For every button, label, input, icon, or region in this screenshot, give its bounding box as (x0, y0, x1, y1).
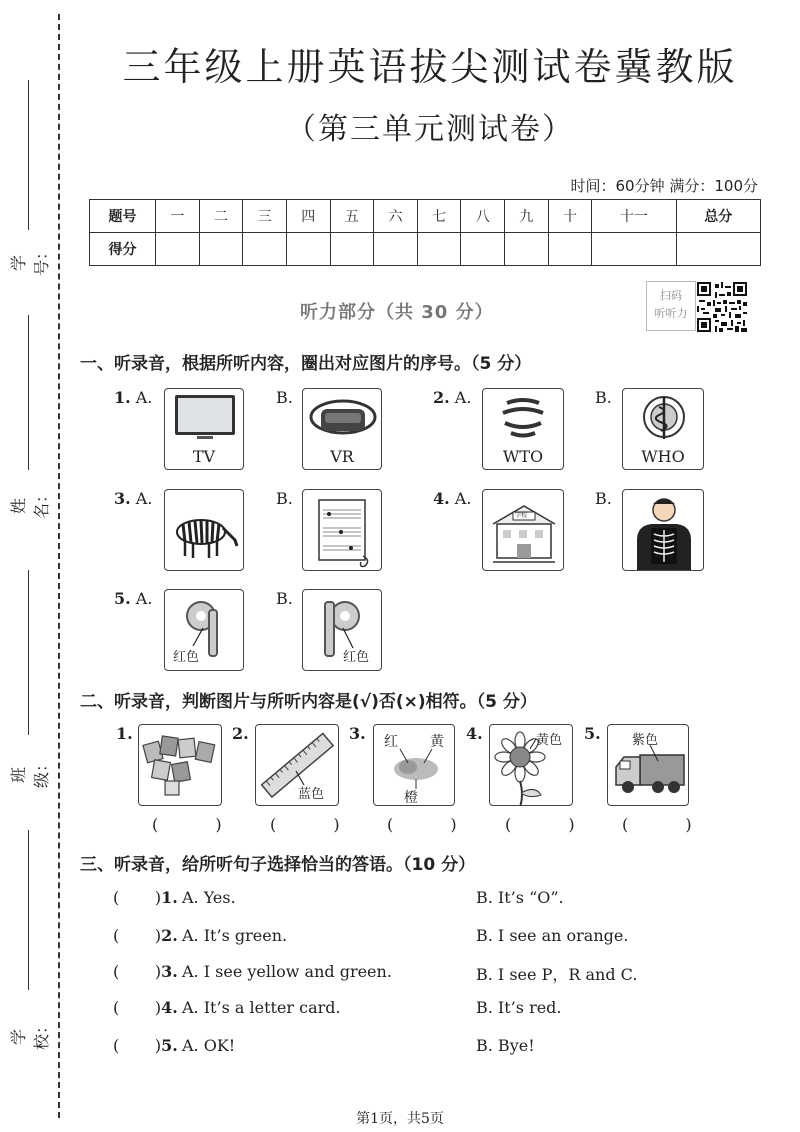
score-cell[interactable] (548, 233, 592, 266)
s3-answer-blank[interactable]: ( )3. (113, 962, 178, 981)
s3-answer-blank[interactable]: ( )5. (113, 1036, 178, 1055)
q2-number: 2. A. (433, 388, 472, 407)
q3-number: 3. A. (114, 489, 153, 508)
school-label: 学校： (9, 1017, 51, 1050)
sheet-music-icon (303, 490, 382, 571)
who-caption: WHO (641, 447, 685, 466)
section-3-title: 三、听录音，给所听句子选择恰当的答语。（10 分） (80, 855, 476, 875)
s3-answer-blank[interactable]: ( )2. (113, 926, 178, 945)
score-header-cell: 七 (417, 200, 461, 233)
q1-option-b-vr[interactable] (302, 388, 382, 470)
section-1-title: 一、听录音，根据所听内容，圈出对应图片的序号。（5 分） (80, 354, 532, 374)
score-header-cell: 六 (374, 200, 418, 233)
score-cell[interactable] (330, 233, 374, 266)
q5-number: 5. A. (114, 589, 153, 608)
s2-q3-number: 3. (349, 724, 366, 743)
scan-label (646, 281, 696, 331)
school-sign: 学校 (515, 512, 528, 519)
score-cell[interactable] (461, 233, 505, 266)
score-header-cell: 五 (330, 200, 374, 233)
q3-option-b-label: B. (276, 489, 293, 508)
vr-caption: VR (330, 447, 354, 466)
mix-red-label: 红 (384, 734, 398, 750)
score-header-cell: 二 (199, 200, 243, 233)
q4-option-a-school[interactable] (482, 489, 564, 571)
score-header-cell: 十 (548, 200, 592, 233)
s3-option-a: A. Yes. (182, 888, 236, 907)
score-cell[interactable] (156, 233, 200, 266)
q2-option-b-who[interactable] (622, 388, 704, 470)
page-footer: 第1页，共5页 (356, 1111, 444, 1127)
q5-option-a-letter-q[interactable] (164, 589, 244, 671)
q3-option-b-sheet-music[interactable] (302, 489, 382, 571)
q5b-color-label: 红色 (343, 650, 370, 665)
s3-answer-blank[interactable]: ( )4. (113, 998, 178, 1017)
s3-option-b: B. It’s red. (476, 998, 562, 1017)
zebra-icon (165, 490, 244, 571)
score-cell[interactable] (286, 233, 330, 266)
score-cell[interactable] (199, 233, 243, 266)
score-header-cell: 题号 (90, 200, 156, 233)
wto-logo-icon (483, 389, 564, 449)
score-row-label: 得分 (90, 233, 156, 266)
s3-option-b: B. I see P，R and C. (476, 965, 638, 984)
q1-number: 1. A. (114, 388, 153, 407)
q4-number: 4. A. (433, 489, 472, 508)
tv-caption: TV (192, 447, 216, 466)
s2-q5-answer-blank[interactable]: ( ) (622, 815, 718, 834)
q2-option-a-wto[interactable] (482, 388, 564, 470)
q5a-color-label: 红色 (173, 650, 200, 665)
student-no-field[interactable] (9, 80, 51, 280)
s2-q2-number: 2. (232, 724, 249, 743)
name-line (28, 315, 29, 470)
s3-answer-blank[interactable]: ( )1. (113, 888, 178, 907)
s3-option-a: A. It’s green. (182, 926, 288, 945)
q1-option-b-label: B. (276, 388, 293, 407)
score-cell[interactable] (243, 233, 287, 266)
score-header-cell: 总分 (676, 200, 760, 233)
school-field[interactable] (9, 830, 51, 1050)
score-cell[interactable] (676, 233, 760, 266)
mix-yellow-label: 黄 (430, 734, 444, 750)
score-header-cell: 四 (286, 200, 330, 233)
class-field[interactable] (9, 570, 51, 790)
s2-q3-answer-blank[interactable]: ( ) (387, 815, 483, 834)
school-building-icon (483, 490, 564, 571)
student-no-line (28, 80, 29, 230)
school-line (28, 830, 29, 990)
page-subtitle: （第三单元测试卷） (286, 112, 574, 147)
s2-q5-truck[interactable] (607, 724, 689, 806)
listening-heading: 听力部分（共 30 分） (300, 302, 494, 323)
who-logo-icon (623, 389, 704, 449)
s3-option-b: B. It’s “O”. (476, 888, 564, 907)
s2-q4-sunflower[interactable] (489, 724, 573, 806)
score-value-row (90, 233, 761, 266)
name-label: 姓名： (9, 486, 51, 519)
q1-option-a-tv[interactable] (164, 388, 244, 470)
score-header-row (90, 200, 761, 233)
score-table (89, 199, 761, 266)
score-cell[interactable] (592, 233, 676, 266)
binding-dashed-line (58, 14, 60, 1118)
s2-q2-ruler[interactable] (255, 724, 339, 806)
q5-option-b-letter-p[interactable] (302, 589, 382, 671)
s2-q1-answer-blank[interactable]: ( ) (152, 815, 248, 834)
q2-option-b-label: B. (595, 388, 612, 407)
qr-code-icon[interactable] (697, 282, 747, 332)
score-header-cell: 三 (243, 200, 287, 233)
section-2-title: 二、听录音，判断图片与所听内容是(√)否(×)相符。（5 分） (80, 692, 537, 712)
score-header-cell: 九 (505, 200, 549, 233)
student-no-label: 学号： (9, 243, 51, 276)
class-label: 班级： (9, 755, 51, 788)
s2-q5-number: 5. (584, 724, 601, 743)
class-line (28, 570, 29, 735)
flower-color-label: 黄色 (536, 733, 563, 748)
score-cell[interactable] (505, 233, 549, 266)
s3-option-a: A. I see yellow and green. (182, 962, 392, 981)
wto-caption: WTO (502, 447, 544, 466)
ruler-color-label: 蓝色 (298, 787, 325, 802)
q4-option-b-label: B. (595, 489, 612, 508)
s2-q2-answer-blank[interactable]: ( ) (270, 815, 366, 834)
xray-person-icon (623, 490, 704, 571)
s2-q1-number: 1. (116, 724, 133, 743)
score-header-cell: 八 (461, 200, 505, 233)
vr-headset-icon (303, 389, 382, 449)
score-cell[interactable] (417, 233, 461, 266)
s2-q3-color-mix[interactable] (373, 724, 455, 806)
q4-option-b-skeleton[interactable] (622, 489, 704, 571)
s3-option-a: A. OK! (182, 1036, 236, 1055)
s2-q4-answer-blank[interactable]: ( ) (505, 815, 601, 834)
page-title: 三年级上册英语拔尖测试卷冀教版 (122, 45, 738, 89)
s3-option-b: B. Bye! (476, 1036, 535, 1055)
mix-orange-label: 橙 (404, 790, 418, 806)
s2-q4-number: 4. (466, 724, 483, 743)
letter-cards-icon (139, 725, 222, 806)
s2-q1-letter-cards[interactable] (138, 724, 222, 806)
q5-option-b-label: B. (276, 589, 293, 608)
score-header-cell: 一 (156, 200, 200, 233)
score-cell[interactable] (374, 233, 418, 266)
truck-color-label: 紫色 (632, 733, 659, 748)
scan-label-line-2: 听听力 (654, 307, 688, 320)
s3-option-b: B. I see an orange. (476, 926, 629, 945)
s3-option-a: A. It’s a letter card. (182, 998, 341, 1017)
scan-label-line-1: 扫码 (660, 289, 682, 302)
q3-option-a-zebra[interactable] (164, 489, 244, 571)
tv-icon (165, 389, 244, 449)
score-header-cell: 十一 (592, 200, 676, 233)
exam-meta: 时间：60分钟 满分：100分 (570, 177, 758, 195)
name-field[interactable] (9, 315, 51, 525)
